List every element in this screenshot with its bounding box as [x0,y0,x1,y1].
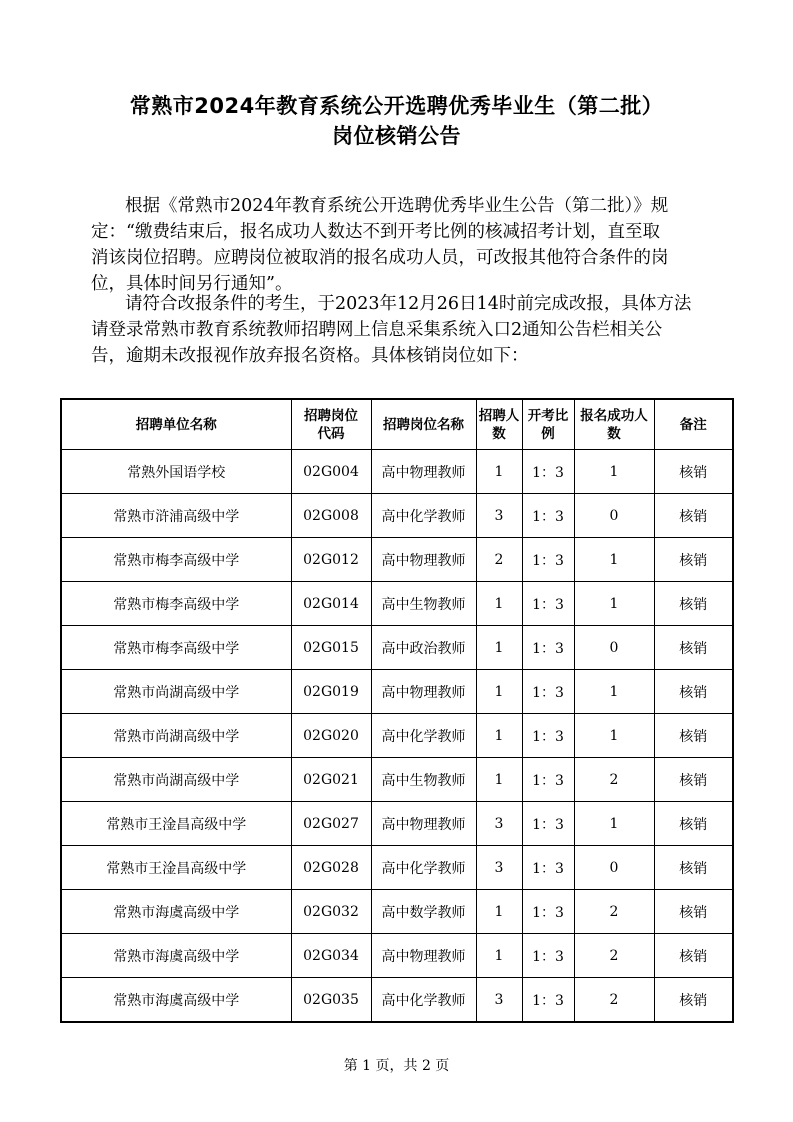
cell-registered-count: 0 [574,494,654,538]
cell-remarks: 核销 [654,494,733,538]
instruction-paragraph [91,291,721,369]
cell-exam-ratio: 1：3 [522,582,574,626]
cell-position-code: 02G034 [291,934,371,978]
cell-position-name: 高中数学教师 [371,890,476,934]
cell-registered-count: 1 [574,714,654,758]
cell-hire-count: 3 [476,494,522,538]
page-title: 常熟市2024年教育系统公开选聘优秀毕业生（第二批） [129,94,664,118]
cell-unit-name: 常熟外国语学校 [61,450,291,494]
header-hire-count: 招聘人 数 [476,399,522,450]
cell-remarks: 核销 [654,670,733,714]
table-row [61,758,733,802]
cell-exam-ratio: 1：3 [522,538,574,582]
table-row [61,626,733,670]
cell-position-code: 02G027 [291,802,371,846]
cell-unit-name: 常熟市海虞高级中学 [61,934,291,978]
cell-position-name: 高中生物教师 [371,582,476,626]
cell-remarks: 核销 [654,846,733,890]
cell-position-name: 高中物理教师 [371,450,476,494]
cell-exam-ratio: 1：3 [522,494,574,538]
cell-unit-name: 常熟市海虞高级中学 [61,890,291,934]
cell-position-name: 高中政治教师 [371,626,476,670]
cell-unit-name: 常熟市王淦昌高级中学 [61,802,291,846]
cell-remarks: 核销 [654,934,733,978]
table-row [61,670,733,714]
cell-hire-count: 2 [476,538,522,582]
cell-position-code: 02G020 [291,714,371,758]
paragraph-line: 告，逾期未改报视作放弃报名资格。具体核销岗位如下： [91,346,529,366]
cell-registered-count: 1 [574,450,654,494]
cell-unit-name: 常熟市梅李高级中学 [61,582,291,626]
table-header-row [61,399,733,450]
cell-remarks: 核销 [654,450,733,494]
table-row [61,978,733,1023]
cell-position-code: 02G014 [291,582,371,626]
cell-hire-count: 1 [476,626,522,670]
cell-position-code: 02G019 [291,670,371,714]
cell-exam-ratio: 1：3 [522,714,574,758]
cell-hire-count: 1 [476,714,522,758]
page-footer: 第 1 页，共 2 页 [343,1058,450,1074]
cell-hire-count: 1 [476,670,522,714]
header-registered-count: 报名成功人 数 [574,399,654,450]
table-row [61,890,733,934]
table-row [61,450,733,494]
cell-remarks: 核销 [654,582,733,626]
page-subtitle: 岗位核销公告 [332,124,461,148]
table-row [61,846,733,890]
cell-position-name: 高中物理教师 [371,538,476,582]
table-row [61,538,733,582]
cell-exam-ratio: 1：3 [522,670,574,714]
cell-exam-ratio: 1：3 [522,978,574,1023]
cell-position-name: 高中化学教师 [371,978,476,1023]
cell-position-name: 高中化学教师 [371,494,476,538]
cell-position-name: 高中生物教师 [371,758,476,802]
cell-remarks: 核销 [654,758,733,802]
cell-remarks: 核销 [654,978,733,1023]
cell-position-code: 02G035 [291,978,371,1023]
cancelled-positions-table [60,398,734,1023]
header-unit-name: 招聘单位名称 [61,399,291,450]
cell-registered-count: 0 [574,626,654,670]
cell-unit-name: 常熟市梅李高级中学 [61,626,291,670]
cell-registered-count: 0 [574,846,654,890]
paragraph-line: 消该岗位招聘。应聘岗位被取消的报名成功人员，可改报其他符合条件的岗 [91,248,669,268]
cell-registered-count: 2 [574,934,654,978]
paragraph-line: 位，具体时间另行通知”。 [91,274,293,294]
cell-unit-name: 常熟市尚湖高级中学 [61,714,291,758]
cell-position-name: 高中物理教师 [371,670,476,714]
cell-registered-count: 1 [574,802,654,846]
cell-position-code: 02G021 [291,758,371,802]
cell-registered-count: 1 [574,670,654,714]
cell-hire-count: 3 [476,978,522,1023]
header-position-code: 招聘岗位 代码 [291,399,371,450]
cell-position-code: 02G008 [291,494,371,538]
cell-registered-count: 2 [574,758,654,802]
cell-hire-count: 1 [476,758,522,802]
cell-hire-count: 1 [476,450,522,494]
cell-hire-count: 3 [476,846,522,890]
cell-remarks: 核销 [654,802,733,846]
header-position-name: 招聘岗位名称 [371,399,476,450]
header-remarks: 备注 [654,399,733,450]
cell-position-code: 02G004 [291,450,371,494]
paragraph-line: 根据《常熟市2024年教育系统公开选聘优秀毕业生公告（第二批）》规 [125,196,669,216]
table-row [61,802,733,846]
cell-unit-name: 常熟市尚湖高级中学 [61,670,291,714]
cell-exam-ratio: 1：3 [522,934,574,978]
cell-hire-count: 1 [476,934,522,978]
paragraph-line: 请登录常熟市教育系统教师招聘网上信息采集系统入口2通知公告栏相关公 [91,320,663,340]
cell-exam-ratio: 1：3 [522,802,574,846]
cell-position-code: 02G015 [291,626,371,670]
cell-unit-name: 常熟市浒浦高级中学 [61,494,291,538]
cell-exam-ratio: 1：3 [522,450,574,494]
table-row [61,714,733,758]
cell-position-name: 高中物理教师 [371,802,476,846]
paragraph-line: 定：“缴费结束后，报名成功人数达不到开考比例的核减招考计划，直至取 [91,222,660,242]
cell-registered-count: 2 [574,978,654,1023]
cell-position-code: 02G012 [291,538,371,582]
cell-exam-ratio: 1：3 [522,890,574,934]
cell-unit-name: 常熟市王淦昌高级中学 [61,846,291,890]
cell-exam-ratio: 1：3 [522,626,574,670]
table-row [61,934,733,978]
table-row [61,582,733,626]
cell-hire-count: 3 [476,802,522,846]
cell-unit-name: 常熟市梅李高级中学 [61,538,291,582]
intro-paragraph [91,193,721,297]
cell-hire-count: 1 [476,890,522,934]
cell-unit-name: 常熟市海虞高级中学 [61,978,291,1023]
cell-remarks: 核销 [654,890,733,934]
cell-position-name: 高中化学教师 [371,714,476,758]
cell-registered-count: 2 [574,890,654,934]
cell-registered-count: 1 [574,582,654,626]
cell-position-code: 02G032 [291,890,371,934]
cell-position-code: 02G028 [291,846,371,890]
cell-remarks: 核销 [654,626,733,670]
header-exam-ratio: 开考比 例 [522,399,574,450]
cell-position-name: 高中化学教师 [371,846,476,890]
cell-exam-ratio: 1：3 [522,846,574,890]
cell-unit-name: 常熟市尚湖高级中学 [61,758,291,802]
cell-remarks: 核销 [654,714,733,758]
cell-remarks: 核销 [654,538,733,582]
cell-registered-count: 1 [574,538,654,582]
cell-position-name: 高中物理教师 [371,934,476,978]
table-row [61,494,733,538]
paragraph-line: 请符合改报条件的考生，于2023年12月26日14时前完成改报，具体方法 [125,294,692,314]
cell-exam-ratio: 1：3 [522,758,574,802]
cell-hire-count: 1 [476,582,522,626]
